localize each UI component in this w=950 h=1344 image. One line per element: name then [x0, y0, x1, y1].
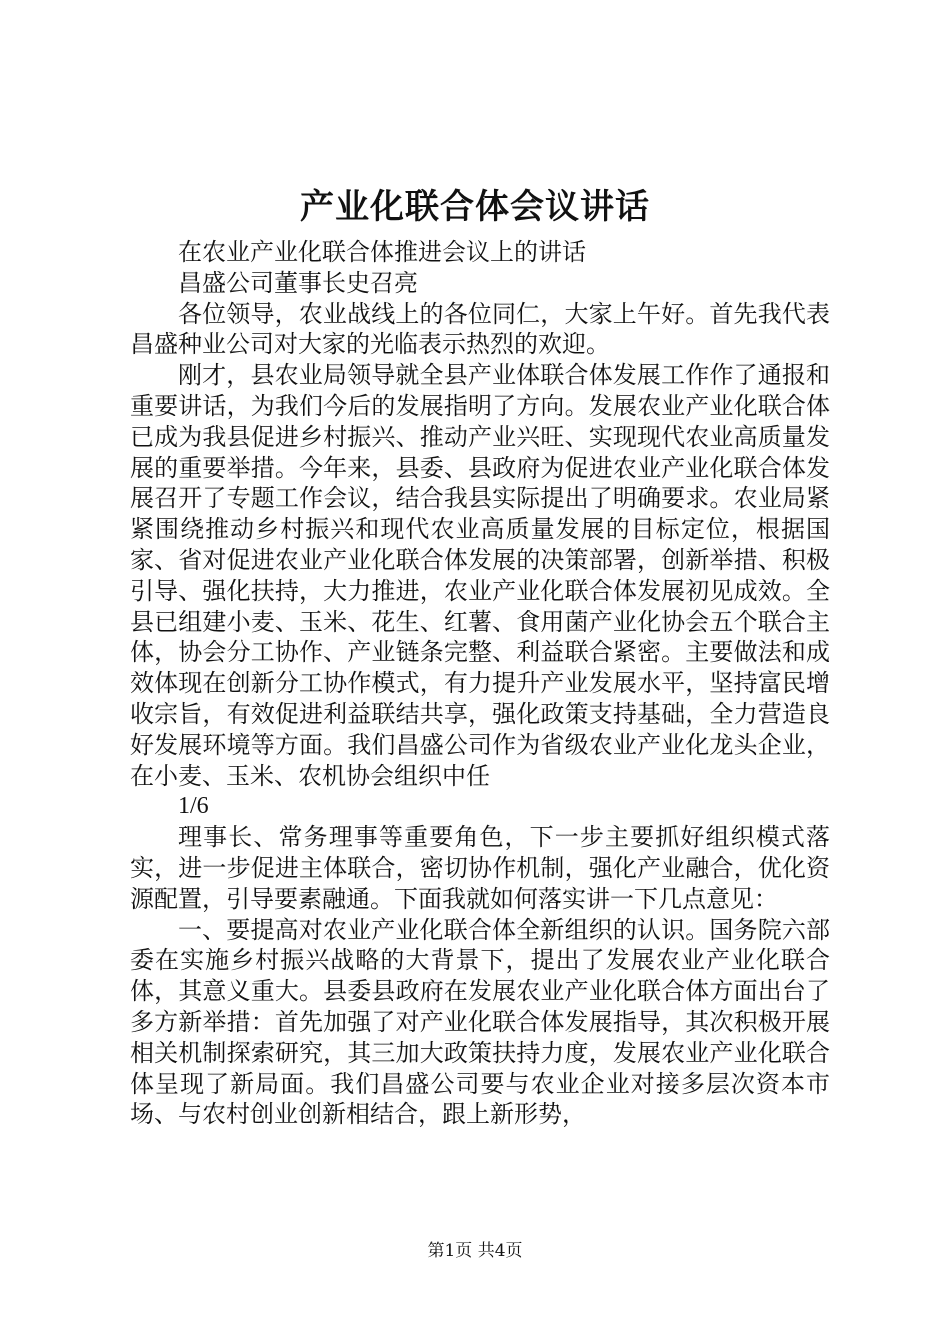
page-footer: 第1页 共4页: [427, 1241, 523, 1261]
speaker-line: 昌盛公司董事长史召亮: [178, 268, 418, 297]
paragraph-continuation: 理事长、常务理事等重要角色，下一步主要抓好组织模式落实，进一步促进主体联合，密切协作机制，强化产业融合，优化资源配置，引导要素融通。下面我就如何落实讲一下几点意见：: [130, 823, 830, 913]
document-title: 产业化联合体会议讲话: [300, 187, 650, 227]
paragraph-review: 刚才，县农业局领导就全县产业体联合体发展工作作了通报和重要讲话，为我们今后的发展指明了方向。发展农业产业化联合体已成为我县促进乡村振兴、推动产业兴旺、实现现代农业高质量发展的重要举措。今年来，县委、县政府为促进农业产业化联合体发展召开了专题工作会议，结合我县实际提出了明确要求。农业局紧紧围绕推动乡村振兴和现代农业高质量发展的目标定位，根据国家、省对促进农业产业化联合体发展的决策部署，创新举措、积极引导、强化扶持，大力推进，农业产业化联合体发展初见成效。全县已组建小麦、玉米、花生、红薯、食用菌产业化协会五个联合主体，协会分工协作、产业链条完整、利益联合紧密。主要做法和成效体现在创新分工协作模式，有力提升产业发展水平，坚持富民增收宗旨，有效促进利益联结共享，强化政策支持基础，全力营造良好发展环境等方面。我们昌盛公司作为省级农业产业化龙头企业，在小麦、玉米、农机协会组织中任: [130, 361, 830, 790]
paragraph-point-one: 一、要提高对农业产业化联合体全新组织的认识。国务院六部委在实施乡村振兴战略的大背景下，提出了发展农业产业化联合体，其意义重大。县委县政府在发展农业产业化联合体方面出台了多方新举措：首先加强了对产业化联合体发展指导，其次积极开展相关机制探索研究，其三加大政策扶持力度，发展农业产业化联合体呈现了新局面。我们昌盛公司要与农业企业对接多层次资本市场、与农村创业创新相结合，跟上新形势，: [130, 915, 830, 1129]
speech-heading: 在农业产业化联合体推进会议上的讲话: [178, 238, 586, 266]
page-marker: 1/6: [178, 793, 209, 820]
paragraph-greeting: 各位领导，农业战线上的各位同仁，大家上午好。首先我代表昌盛种业公司对大家的光临表示热烈的欢迎。: [130, 299, 830, 359]
document-body: [130, 237, 830, 1130]
